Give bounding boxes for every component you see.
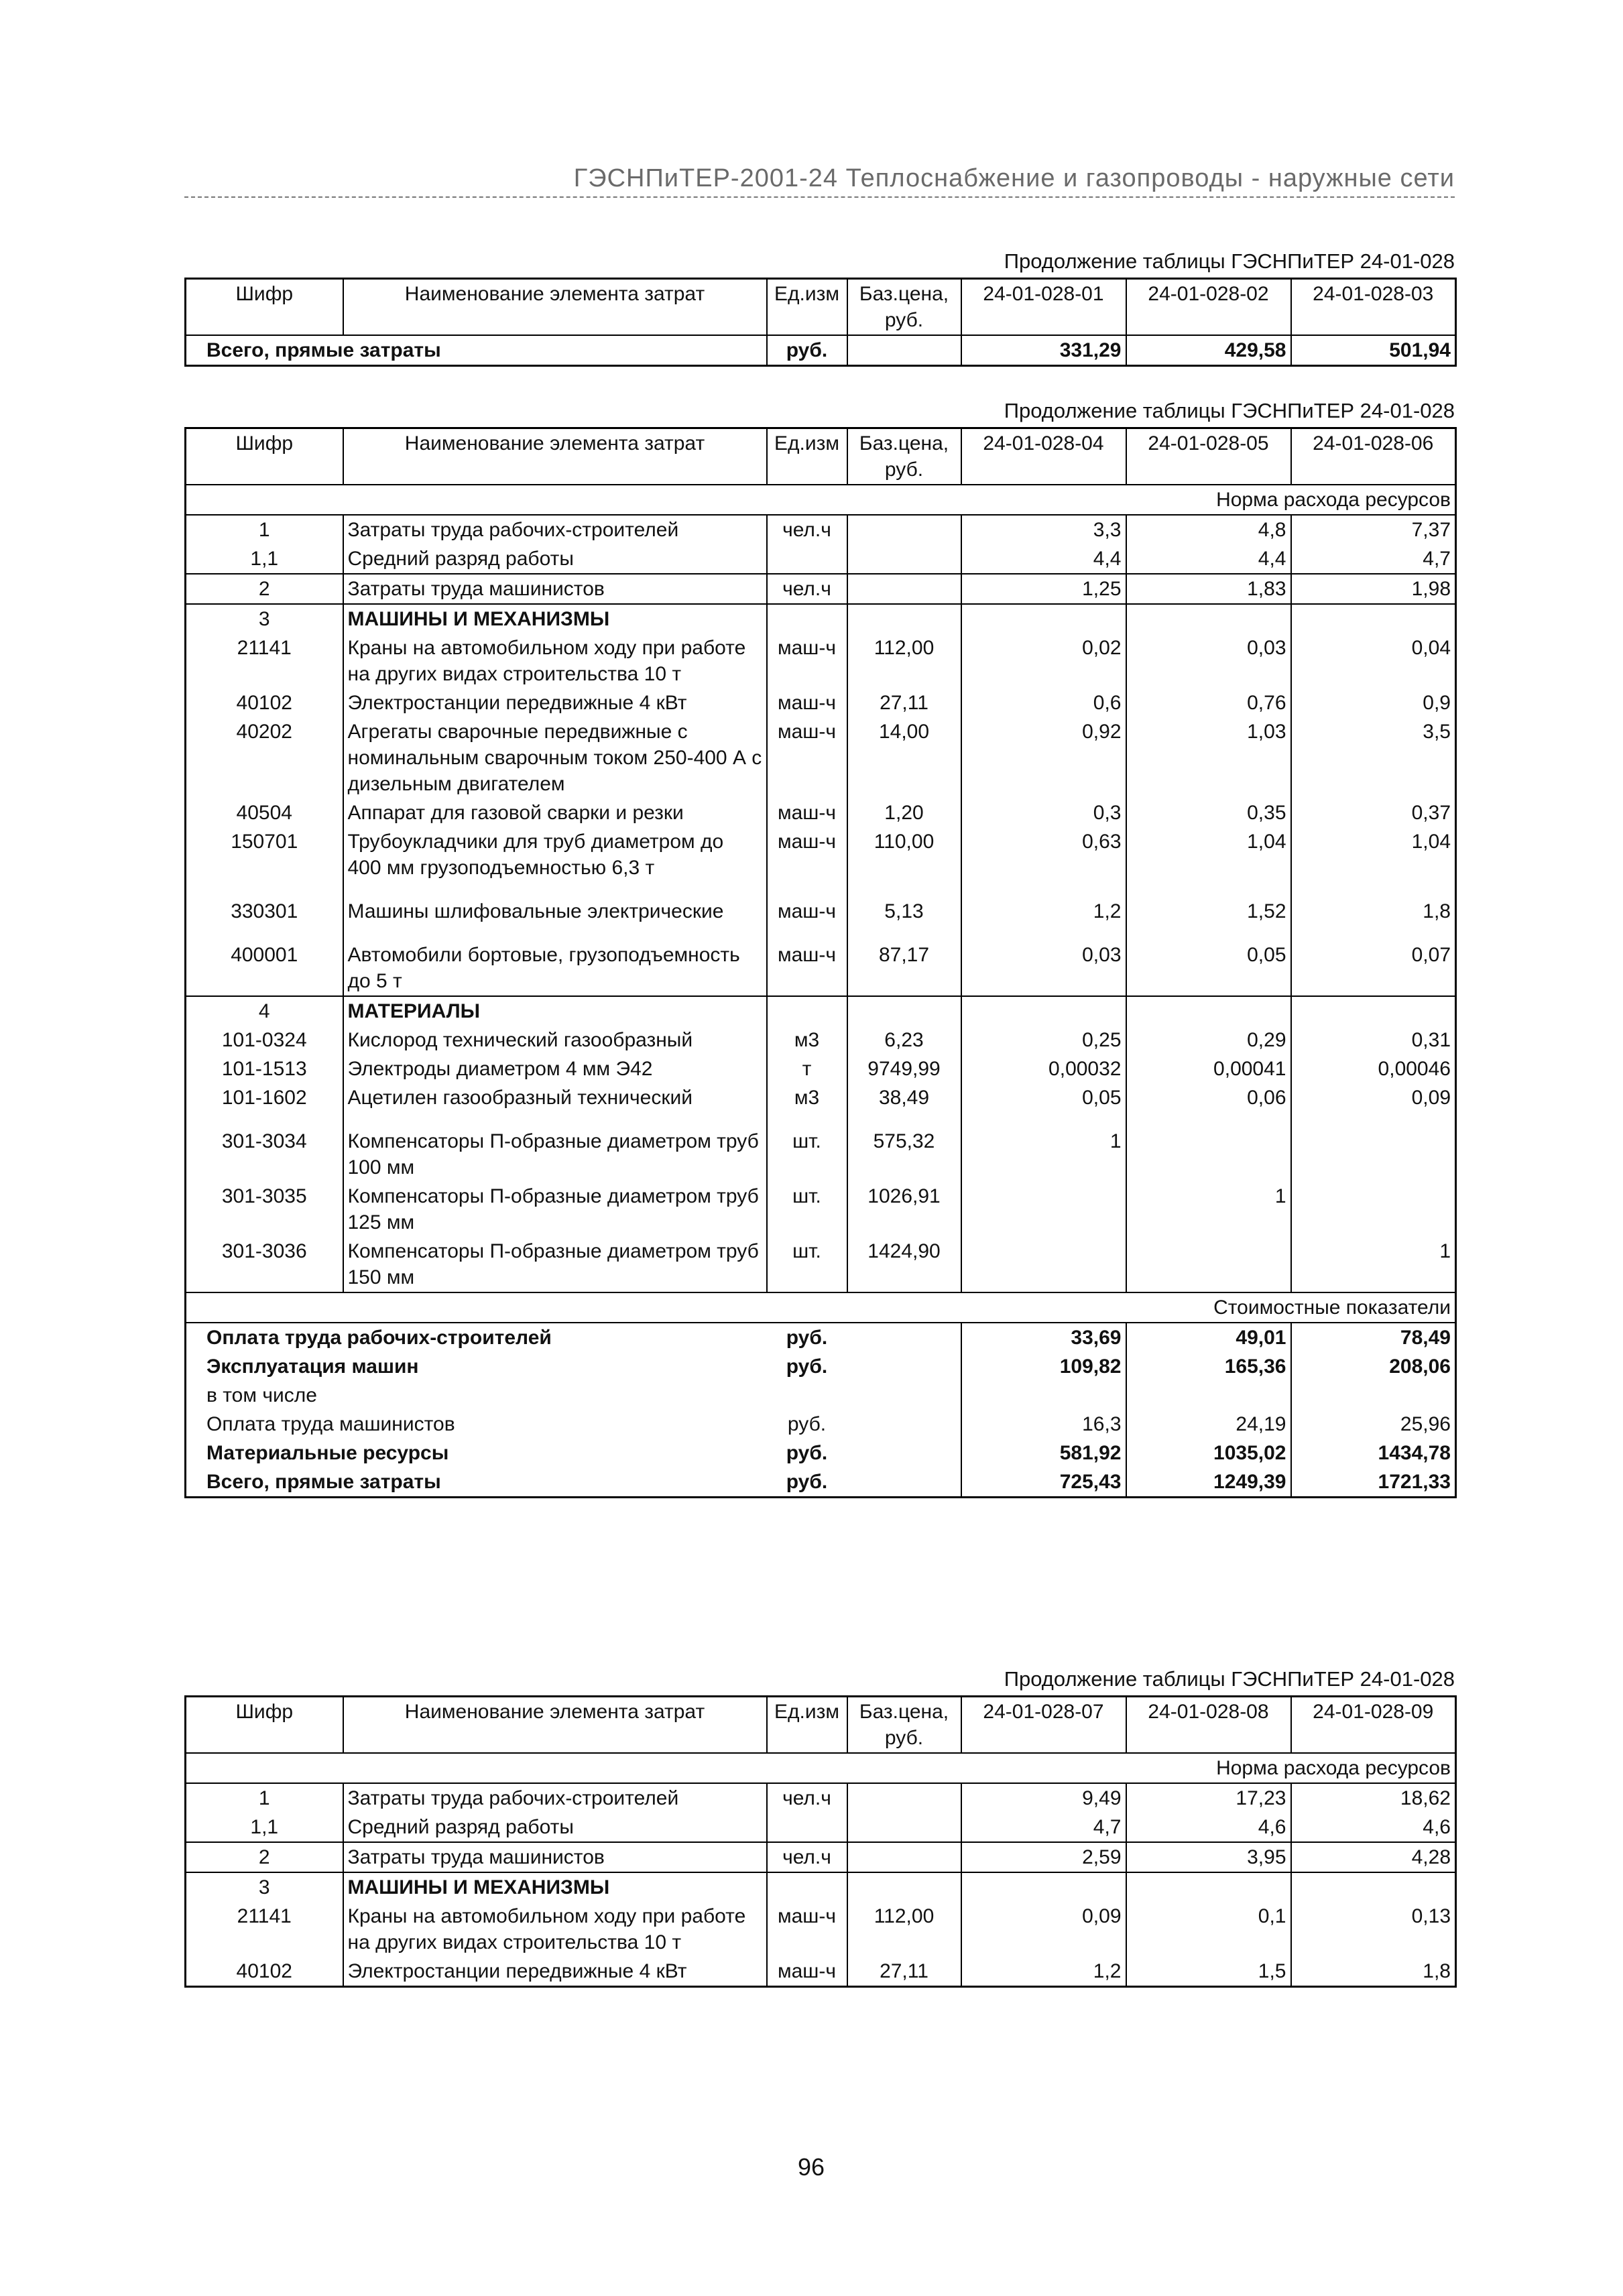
row-value xyxy=(1126,604,1291,633)
row-code: 400001 xyxy=(186,926,343,996)
row-name: Электроды диаметром 4 мм Э42 xyxy=(343,1054,767,1083)
row-value: 4,4 xyxy=(1126,544,1291,574)
row-value: 0,1 xyxy=(1126,1902,1291,1957)
row-value: 3,5 xyxy=(1291,717,1456,798)
cost-value: 109,82 xyxy=(961,1352,1126,1381)
table-row xyxy=(186,1902,1456,1957)
row-price: 6,23 xyxy=(847,1026,961,1054)
row-value: 0,76 xyxy=(1126,688,1291,717)
row-value xyxy=(961,604,1126,633)
row-code: 1,1 xyxy=(186,1813,343,1842)
col-header-1: 24-01-028-01 xyxy=(961,279,1126,336)
row-value: 0,92 xyxy=(961,717,1126,798)
cost-unit: руб. xyxy=(786,1355,828,1378)
row-name: Краны на автомобильном ходу при работе на других видах строительства 10 т xyxy=(343,633,767,688)
row-value: 4,6 xyxy=(1291,1813,1456,1842)
col-header-3: 24-01-028-03 xyxy=(1291,279,1456,336)
cost-value: 1721,33 xyxy=(1291,1467,1456,1498)
row-name: Машины шлифовальные электрические xyxy=(343,882,767,926)
row-value: 1,04 xyxy=(1291,827,1456,882)
cost-row xyxy=(186,1323,1456,1352)
row-name: Электростанции передвижные 4 кВт xyxy=(343,688,767,717)
row-price: 112,00 xyxy=(847,633,961,688)
table-row xyxy=(186,1813,1456,1842)
table-row xyxy=(186,882,1456,926)
row-value: 1 xyxy=(1291,1237,1456,1292)
row-value: 0,6 xyxy=(961,688,1126,717)
row-value xyxy=(961,1182,1126,1237)
row-name: МАШИНЫ И МЕХАНИЗМЫ xyxy=(343,1872,767,1902)
row-value: 0,25 xyxy=(961,1026,1126,1054)
row-code: 150701 xyxy=(186,827,343,882)
row-unit: маш-ч xyxy=(767,827,847,882)
row-price xyxy=(847,574,961,604)
row-value: 0,02 xyxy=(961,633,1126,688)
row-name: Компенсаторы П-образные диаметром труб 125 мм xyxy=(343,1182,767,1237)
cost-name: в том числе xyxy=(206,1384,317,1406)
row-name: Затраты труда машинистов xyxy=(343,1842,767,1872)
page-header: ГЭСНПиТЕР-2001-24 Теплоснабжение и газопроводы - наружные сети xyxy=(184,164,1455,198)
table3 xyxy=(184,1695,1457,1988)
row-unit: т xyxy=(767,1054,847,1083)
row-value: 0,3 xyxy=(961,798,1126,827)
table-row xyxy=(186,1026,1456,1054)
row-value xyxy=(961,1237,1126,1292)
table-row xyxy=(186,688,1456,717)
total-price xyxy=(847,335,961,366)
row-value: 3,95 xyxy=(1126,1842,1291,1872)
row-name: Затраты труда рабочих-строителей xyxy=(343,515,767,544)
row-value: 1,8 xyxy=(1291,882,1456,926)
table-row xyxy=(186,1054,1456,1083)
col-header-unit: Ед.изм xyxy=(767,279,847,336)
row-value: 0,09 xyxy=(1291,1083,1456,1112)
row-value: 0,31 xyxy=(1291,1026,1456,1054)
cost-name: Оплата труда машинистов xyxy=(206,1413,455,1435)
row-price: 9749,99 xyxy=(847,1054,961,1083)
col-header-price: Баз.цена, руб. xyxy=(847,1697,961,1754)
row-value: 0,05 xyxy=(1126,926,1291,996)
row-value: 2,59 xyxy=(961,1842,1126,1872)
row-price: 1424,90 xyxy=(847,1237,961,1292)
row-name: Затраты труда машинистов xyxy=(343,574,767,604)
total-label: Всего, прямые затраты xyxy=(186,335,767,366)
row-price: 27,11 xyxy=(847,1957,961,1987)
row-value: 1,83 xyxy=(1126,574,1291,604)
cost-name: Оплата труда рабочих-строителей xyxy=(206,1327,552,1349)
row-value: 4,4 xyxy=(961,544,1126,574)
table-row xyxy=(186,1182,1456,1237)
row-value: 17,23 xyxy=(1126,1783,1291,1813)
row-unit: чел.ч xyxy=(767,1783,847,1813)
row-unit: чел.ч xyxy=(767,574,847,604)
row-value: 0,03 xyxy=(961,926,1126,996)
row-unit: шт. xyxy=(767,1237,847,1292)
row-code: 40202 xyxy=(186,717,343,798)
cost-value: 16,3 xyxy=(961,1410,1126,1439)
row-code: 21141 xyxy=(186,1902,343,1957)
row-price xyxy=(847,996,961,1026)
row-value: 0,00046 xyxy=(1291,1054,1456,1083)
row-value: 0,63 xyxy=(961,827,1126,882)
col-header-1: 24-01-028-07 xyxy=(961,1697,1126,1754)
row-price: 14,00 xyxy=(847,717,961,798)
cost-value: 1035,02 xyxy=(1126,1439,1291,1467)
cost-price xyxy=(847,1352,961,1381)
row-name: Компенсаторы П-образные диаметром труб 100 мм xyxy=(343,1112,767,1182)
cost-value: 24,19 xyxy=(1126,1410,1291,1439)
row-code: 3 xyxy=(186,1872,343,1902)
page-number: 96 xyxy=(797,2153,825,2181)
row-code: 2 xyxy=(186,1842,343,1872)
row-price: 5,13 xyxy=(847,882,961,926)
row-name: Электростанции передвижные 4 кВт xyxy=(343,1957,767,1987)
table-row xyxy=(186,1237,1456,1292)
col-header-name: Наименование элемента затрат xyxy=(343,1697,767,1754)
row-name: Агрегаты сварочные передвижные с номинальным сварочным током 250-400 А с дизельным двигателем xyxy=(343,717,767,798)
row-value: 0,00032 xyxy=(961,1054,1126,1083)
cost-value: 25,96 xyxy=(1291,1410,1456,1439)
cost-value xyxy=(1126,1381,1291,1410)
row-code: 301-3034 xyxy=(186,1112,343,1182)
row-code: 101-0324 xyxy=(186,1026,343,1054)
row-value: 0,37 xyxy=(1291,798,1456,827)
table2-caption: Продолжение таблицы ГЭСНПиТЕР 24-01-028 xyxy=(1004,399,1455,422)
row-value: 0,09 xyxy=(961,1902,1126,1957)
cost-value: 33,69 xyxy=(961,1323,1126,1352)
total-value: 331,29 xyxy=(961,335,1126,366)
table3-caption: Продолжение таблицы ГЭСНПиТЕР 24-01-028 xyxy=(1004,1667,1455,1691)
row-value xyxy=(1291,604,1456,633)
cost-value xyxy=(1291,1381,1456,1410)
norm-label-row xyxy=(186,1753,1456,1783)
norm-label: Норма расхода ресурсов xyxy=(186,485,1456,515)
row-name: Компенсаторы П-образные диаметром труб 150 мм xyxy=(343,1237,767,1292)
row-code: 301-3035 xyxy=(186,1182,343,1237)
table2 xyxy=(184,427,1457,1498)
row-unit xyxy=(767,544,847,574)
cost-value: 581,92 xyxy=(961,1439,1126,1467)
row-unit xyxy=(767,1813,847,1842)
cost-value: 1249,39 xyxy=(1126,1467,1291,1498)
table-row xyxy=(186,827,1456,882)
row-code: 330301 xyxy=(186,882,343,926)
col-header-1: 24-01-028-04 xyxy=(961,428,1126,485)
row-value: 1,8 xyxy=(1291,1957,1456,1987)
row-value xyxy=(1126,1237,1291,1292)
row-name: Автомобили бортовые, грузоподъемность до 5 т xyxy=(343,926,767,996)
row-unit: шт. xyxy=(767,1112,847,1182)
row-price: 1,20 xyxy=(847,798,961,827)
row-price: 38,49 xyxy=(847,1083,961,1112)
row-value: 1 xyxy=(1126,1182,1291,1237)
row-unit: маш-ч xyxy=(767,926,847,996)
row-value: 4,7 xyxy=(1291,544,1456,574)
table1 xyxy=(184,278,1457,367)
row-price xyxy=(847,1813,961,1842)
cost-value: 725,43 xyxy=(961,1467,1126,1498)
row-value: 0,03 xyxy=(1126,633,1291,688)
row-name: Аппарат для газовой сварки и резки xyxy=(343,798,767,827)
row-value xyxy=(1126,996,1291,1026)
row-name: Средний разряд работы xyxy=(343,1813,767,1842)
table-row xyxy=(186,1783,1456,1813)
cost-value: 1434,78 xyxy=(1291,1439,1456,1467)
cost-label-row xyxy=(186,1292,1456,1323)
cost-unit: руб. xyxy=(786,1442,828,1464)
row-unit: маш-ч xyxy=(767,798,847,827)
row-value xyxy=(1291,1182,1456,1237)
row-value xyxy=(961,996,1126,1026)
cost-unit: руб. xyxy=(786,1471,828,1493)
row-price: 575,32 xyxy=(847,1112,961,1182)
col-header-2: 24-01-028-02 xyxy=(1126,279,1291,336)
cost-value: 208,06 xyxy=(1291,1352,1456,1381)
row-value: 7,37 xyxy=(1291,515,1456,544)
row-unit: шт. xyxy=(767,1182,847,1237)
row-price: 1026,91 xyxy=(847,1182,961,1237)
row-code: 1 xyxy=(186,1783,343,1813)
row-price xyxy=(847,544,961,574)
row-unit: чел.ч xyxy=(767,515,847,544)
cost-unit: руб. xyxy=(786,1327,828,1349)
row-price xyxy=(847,1783,961,1813)
row-value: 0,07 xyxy=(1291,926,1456,996)
cost-label: Стоимостные показатели xyxy=(186,1292,1456,1323)
table-row xyxy=(186,633,1456,688)
cost-row xyxy=(186,1410,1456,1439)
row-value: 1,98 xyxy=(1291,574,1456,604)
row-value xyxy=(961,1872,1126,1902)
row-name: Затраты труда рабочих-строителей xyxy=(343,1783,767,1813)
row-price xyxy=(847,604,961,633)
table-row xyxy=(186,1872,1456,1902)
row-code: 21141 xyxy=(186,633,343,688)
row-unit xyxy=(767,996,847,1026)
row-value: 0,13 xyxy=(1291,1902,1456,1957)
row-value xyxy=(1126,1872,1291,1902)
table-row xyxy=(186,1083,1456,1112)
row-value: 0,05 xyxy=(961,1083,1126,1112)
row-unit: маш-ч xyxy=(767,882,847,926)
row-value: 0,00041 xyxy=(1126,1054,1291,1083)
row-code: 4 xyxy=(186,996,343,1026)
row-code: 101-1602 xyxy=(186,1083,343,1112)
row-value: 0,35 xyxy=(1126,798,1291,827)
row-unit: м3 xyxy=(767,1026,847,1054)
row-code: 1 xyxy=(186,515,343,544)
row-value xyxy=(1291,996,1456,1026)
table-row xyxy=(186,717,1456,798)
cost-price xyxy=(847,1410,961,1439)
cost-value xyxy=(961,1381,1126,1410)
row-price xyxy=(847,515,961,544)
table-row xyxy=(186,1957,1456,1987)
row-price xyxy=(847,1842,961,1872)
row-price: 110,00 xyxy=(847,827,961,882)
row-value: 1,5 xyxy=(1126,1957,1291,1987)
row-code: 301-3036 xyxy=(186,1237,343,1292)
row-unit xyxy=(767,1872,847,1902)
row-value: 4,28 xyxy=(1291,1842,1456,1872)
row-value: 1,2 xyxy=(961,882,1126,926)
row-value: 4,8 xyxy=(1126,515,1291,544)
total-value: 429,58 xyxy=(1126,335,1291,366)
row-value: 1,52 xyxy=(1126,882,1291,926)
row-code: 40102 xyxy=(186,1957,343,1987)
cost-row xyxy=(186,1439,1456,1467)
row-value: 0,29 xyxy=(1126,1026,1291,1054)
row-value xyxy=(1291,1872,1456,1902)
row-name: Трубоукладчики для труб диаметром до 400 мм грузоподъемностью 6,3 т xyxy=(343,827,767,882)
table-row xyxy=(186,1112,1456,1182)
row-value: 1,04 xyxy=(1126,827,1291,882)
cost-row xyxy=(186,1352,1456,1381)
row-value: 1,25 xyxy=(961,574,1126,604)
norm-label-row xyxy=(186,485,1456,515)
header-row xyxy=(186,428,1456,485)
col-header-name: Наименование элемента затрат xyxy=(343,428,767,485)
table-row xyxy=(186,926,1456,996)
row-value: 1,2 xyxy=(961,1957,1126,1987)
table1-caption: Продолжение таблицы ГЭСНПиТЕР 24-01-028 xyxy=(1004,249,1455,273)
cost-value: 78,49 xyxy=(1291,1323,1456,1352)
cost-row xyxy=(186,1381,1456,1410)
row-price xyxy=(847,1872,961,1902)
total-unit: руб. xyxy=(767,335,847,366)
row-value: 1 xyxy=(961,1112,1126,1182)
table-row xyxy=(186,798,1456,827)
table-row xyxy=(186,544,1456,574)
cost-unit: руб. xyxy=(787,1413,827,1435)
row-value: 4,7 xyxy=(961,1813,1126,1842)
col-header-code: Шифр xyxy=(186,279,343,336)
row-name: Краны на автомобильном ходу при работе на других видах строительства 10 т xyxy=(343,1902,767,1957)
row-code: 3 xyxy=(186,604,343,633)
row-unit: чел.ч xyxy=(767,1842,847,1872)
cost-name: Материальные ресурсы xyxy=(206,1442,449,1464)
row-unit: маш-ч xyxy=(767,1957,847,1987)
table-row xyxy=(186,1842,1456,1872)
col-header-unit: Ед.изм xyxy=(767,428,847,485)
row-value xyxy=(1291,1112,1456,1182)
row-code: 40504 xyxy=(186,798,343,827)
col-header-2: 24-01-028-05 xyxy=(1126,428,1291,485)
row-value: 0,04 xyxy=(1291,633,1456,688)
row-name: Средний разряд работы xyxy=(343,544,767,574)
col-header-name: Наименование элемента затрат xyxy=(343,279,767,336)
col-header-code: Шифр xyxy=(186,428,343,485)
cost-unit xyxy=(767,1381,847,1410)
row-code: 40102 xyxy=(186,688,343,717)
table-row xyxy=(186,515,1456,544)
norm-label: Норма расхода ресурсов xyxy=(186,1753,1456,1783)
col-header-price: Баз.цена, руб. xyxy=(847,279,961,336)
row-value: 4,6 xyxy=(1126,1813,1291,1842)
row-value: 3,3 xyxy=(961,515,1126,544)
col-header-price: Баз.цена, руб. xyxy=(847,428,961,485)
row-unit: маш-ч xyxy=(767,633,847,688)
col-header-3: 24-01-028-06 xyxy=(1291,428,1456,485)
total-value: 501,94 xyxy=(1291,335,1456,366)
cost-name: Эксплуатация машин xyxy=(206,1355,419,1378)
cost-row xyxy=(186,1467,1456,1498)
row-name: МАТЕРИАЛЫ xyxy=(343,996,767,1026)
row-value: 18,62 xyxy=(1291,1783,1456,1813)
row-price: 112,00 xyxy=(847,1902,961,1957)
row-code: 101-1513 xyxy=(186,1054,343,1083)
row-price: 87,17 xyxy=(847,926,961,996)
row-unit: маш-ч xyxy=(767,688,847,717)
row-unit xyxy=(767,604,847,633)
cost-price xyxy=(847,1467,961,1498)
row-unit: маш-ч xyxy=(767,1902,847,1957)
row-name: Ацетилен газообразный технический xyxy=(343,1083,767,1112)
col-header-2: 24-01-028-08 xyxy=(1126,1697,1291,1754)
row-value xyxy=(1126,1112,1291,1182)
col-header-3: 24-01-028-09 xyxy=(1291,1697,1456,1754)
row-value: 9,49 xyxy=(961,1783,1126,1813)
col-header-code: Шифр xyxy=(186,1697,343,1754)
table-row xyxy=(186,996,1456,1026)
header-row xyxy=(186,1697,1456,1754)
col-header-unit: Ед.изм xyxy=(767,1697,847,1754)
row-unit: маш-ч xyxy=(767,717,847,798)
row-name: Кислород технический газообразный xyxy=(343,1026,767,1054)
row-value: 0,06 xyxy=(1126,1083,1291,1112)
cost-price xyxy=(847,1381,961,1410)
cost-value: 165,36 xyxy=(1126,1352,1291,1381)
cost-name: Всего, прямые затраты xyxy=(206,1471,441,1493)
row-value: 1,03 xyxy=(1126,717,1291,798)
row-code: 1,1 xyxy=(186,544,343,574)
table-row xyxy=(186,604,1456,633)
row-code: 2 xyxy=(186,574,343,604)
cost-price xyxy=(847,1323,961,1352)
cost-price xyxy=(847,1439,961,1467)
table-row xyxy=(186,574,1456,604)
row-price: 27,11 xyxy=(847,688,961,717)
row-name: МАШИНЫ И МЕХАНИЗМЫ xyxy=(343,604,767,633)
cost-value: 49,01 xyxy=(1126,1323,1291,1352)
row-value: 0,9 xyxy=(1291,688,1456,717)
row-unit: м3 xyxy=(767,1083,847,1112)
